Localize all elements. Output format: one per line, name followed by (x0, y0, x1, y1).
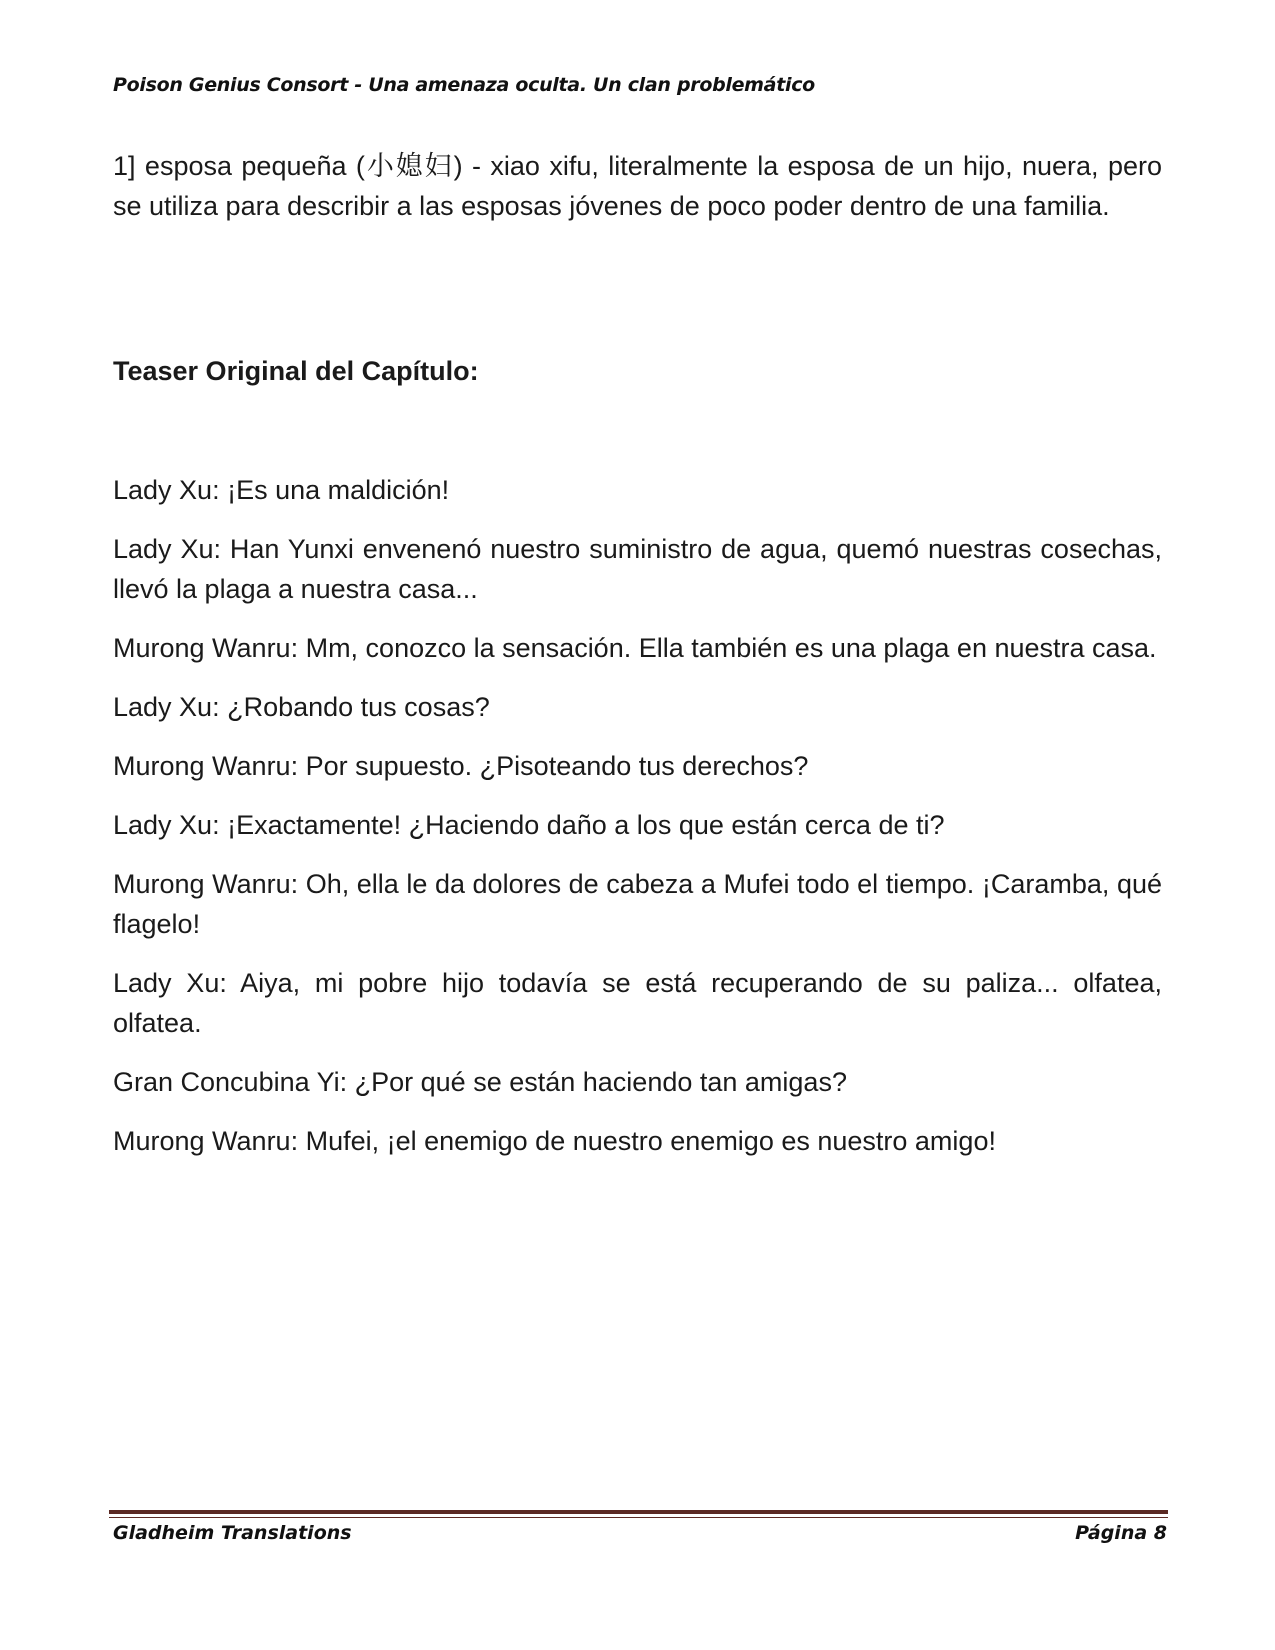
running-header: Poison Genius Consort - Una amenaza oculta. Un clan problemático (113, 74, 815, 96)
dialogue-line: Murong Wanru: Por supuesto. ¿Pisoteando tus derechos? (113, 751, 809, 781)
footer-publisher: Gladheim Translations (113, 1522, 352, 1544)
dialogue-line: Murong Wanru: Mm, conozco la sensación. Ella también es una plaga en nuestra casa. (113, 633, 1157, 663)
dialogue-line: Lady Xu: ¿Robando tus cosas? (113, 692, 490, 722)
page-body (113, 146, 1162, 1156)
dialogue-line: Murong Wanru: Mufei, ¡el enemigo de nuestro enemigo es nuestro amigo! (113, 1126, 996, 1156)
footer-rule-thin (109, 1517, 1168, 1518)
dialogue-line: Lady Xu: ¡Exactamente! ¿Haciendo daño a los que están cerca de ti? (113, 810, 945, 840)
page-number: Página 8 (1075, 1522, 1167, 1544)
dialogue-line: Gran Concubina Yi: ¿Por qué se están haciendo tan amigas? (113, 1067, 847, 1097)
dialogue-line: Lady Xu: Han Yunxi envenenó nuestro suministro de agua, quemó nuestras cosechas, llevó la plaga a nuestra casa... (113, 534, 1162, 604)
section-heading: Teaser Original del Capítulo: (113, 356, 479, 386)
dialogue-line: Lady Xu: Aiya, mi pobre hijo todavía se está recuperando de su paliza... olfatea, olfatea. (113, 968, 1162, 1038)
footer-rule (109, 1510, 1168, 1514)
footnote: 1] esposa pequeña (小媳妇) - xiao xifu, literalmente la esposa de un hijo, nuera, pero se utiliza para describir a las esposas jóvenes de poco poder dentro de una familia. (113, 151, 1162, 221)
dialogue-line: Murong Wanru: Oh, ella le da dolores de cabeza a Mufei todo el tiempo. ¡Caramba, qué flagelo! (113, 869, 1162, 939)
dialogue-block (113, 470, 1162, 1180)
dialogue-line: Lady Xu: ¡Es una maldición! (113, 475, 450, 505)
